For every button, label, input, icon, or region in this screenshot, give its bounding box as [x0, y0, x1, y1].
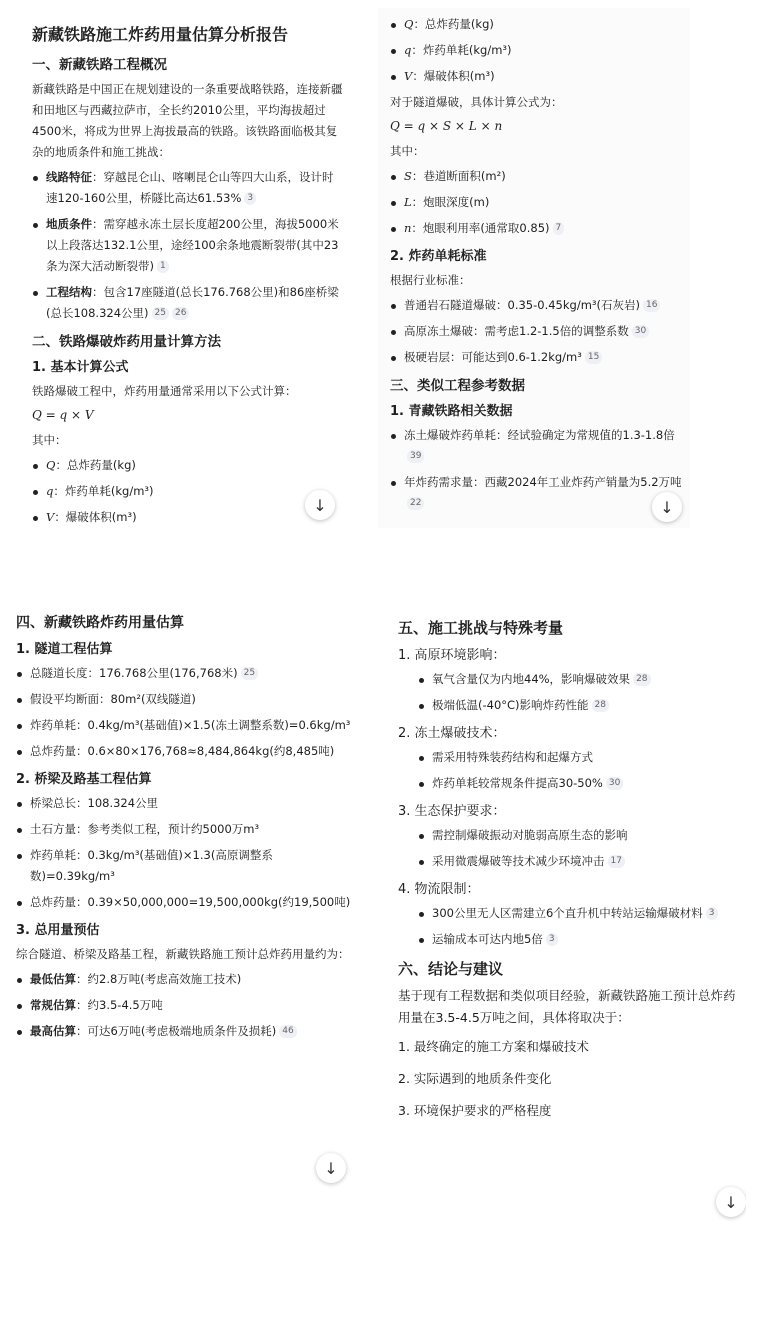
- subsection-heading: 1. 基本计算公式: [32, 360, 129, 375]
- list-item: 冻土爆破炸药单耗：经试验确定为常规值的1.3-1.8倍39: [390, 425, 690, 467]
- list-item: 最低估算：约2.8万吨(考虑高效施工技术): [16, 969, 354, 990]
- list-item: 300公里无人区需建立6个直升机中转站运输爆破材料 3: [418, 903, 746, 924]
- citation-badge[interactable]: 30: [632, 325, 649, 338]
- list-item: n：炮眼利用率(通常取0.85) 7: [390, 218, 690, 239]
- section-6-heading: 六、结论与建议: [398, 960, 504, 978]
- list-item: q：炸药单耗(kg/m³): [32, 481, 344, 502]
- where-label: 其中：: [390, 144, 425, 158]
- list-item: 年炸药需求量：西藏2024年工业炸药产销量为5.2万吨22: [390, 472, 690, 514]
- list-item: 假设平均断面：80m²(双线隧道): [16, 689, 354, 710]
- list-item: 极端低温(-40°C)影响炸药性能 28: [418, 695, 746, 716]
- list-item: 高原冻土爆破：需考虑1.2-1.5倍的调整系数 30: [390, 321, 690, 342]
- arrow-down-icon: ↓: [724, 1192, 738, 1212]
- list-item: 常规估算：约3.5-4.5万吨: [16, 995, 354, 1016]
- subsection-heading: 1. 青藏铁路相关数据: [390, 404, 513, 419]
- arrow-down-icon: ↓: [313, 495, 327, 515]
- citation-badge[interactable]: 39: [407, 450, 424, 463]
- report-panel-2: [378, 8, 690, 528]
- list-item: V：爆破体积(m³): [390, 66, 690, 87]
- list-item: Q：总炸药量(kg): [32, 455, 344, 476]
- section-1-heading: 一、新藏铁路工程概况: [32, 57, 167, 73]
- list-item: 最高估算：可达6万吨(考虑极端地质条件及损耗) 46: [16, 1021, 354, 1042]
- variable-list: [390, 166, 690, 239]
- factor-item: 1. 最终确定的施工方案和爆破技术: [398, 1039, 589, 1054]
- list-item: 采用微震爆破等技术减少环境冲击 17: [418, 851, 746, 872]
- list-item: 桥梁总长：108.324公里: [16, 793, 354, 814]
- list-item: 工程结构：包含17座隧道(总长176.768公里)和86座桥梁(总长108.324公里) 25 26: [32, 282, 344, 324]
- feature-list: [32, 167, 344, 324]
- tunnel-estimate-list: [16, 663, 354, 762]
- factor-item: 3. 环境保护要求的严格程度: [398, 1103, 552, 1118]
- variable-list: [390, 14, 690, 87]
- list-item: 炸药单耗：0.4kg/m³(基础值)×1.5(冻土调整系数)=0.6kg/m³: [16, 715, 354, 736]
- bridge-estimate-list: [16, 793, 354, 913]
- citation-badge[interactable]: 3: [546, 933, 558, 946]
- subsection-heading: 2. 炸药单耗标准: [390, 249, 487, 264]
- citation-badge[interactable]: 3: [706, 907, 718, 920]
- section-4-heading: 四、新藏铁路炸药用量估算: [16, 615, 184, 631]
- scroll-down-button[interactable]: [305, 490, 335, 520]
- list-item: q：炸药单耗(kg/m³): [390, 40, 690, 61]
- report-panel-4: [384, 605, 746, 1230]
- list-item: 运输成本可达内地5倍 3: [418, 929, 746, 950]
- citation-badge[interactable]: 26: [172, 307, 189, 320]
- list-item: 土石方量：参考类似工程，预计约5000万m³: [16, 819, 354, 840]
- group-title: 3. 生态保护要求：: [398, 804, 506, 819]
- standard-list: [390, 295, 690, 368]
- list-item: 地质条件：需穿越永冻土层长度超200公里，海拔5000米以上段落达132.1公里，途经100余条地震断裂带(其中23条为深大活动断裂带) 1: [32, 214, 344, 277]
- section-3-heading: 三、类似工程参考数据: [390, 378, 525, 394]
- citation-badge[interactable]: 17: [608, 855, 625, 868]
- formula: Q = q × S × L × n: [390, 119, 503, 133]
- citation-badge[interactable]: 16: [643, 299, 660, 312]
- group-title: 4. 物流限制：: [398, 882, 480, 897]
- paragraph: 对于隧道爆破，具体计算公式为：: [390, 95, 563, 109]
- reference-list: [390, 425, 690, 514]
- subsection-heading: 2. 桥梁及路基工程估算: [16, 772, 152, 787]
- list-item: 普通岩石隧道爆破：0.35-0.45kg/m³(石灰岩) 16: [390, 295, 690, 316]
- list-item: S：巷道断面积(m²): [390, 166, 690, 187]
- list-item: 极硬岩层：可能达到0.6-1.2kg/m³ 15: [390, 347, 690, 368]
- list-item: 总隧道长度：176.768公里(176,768米) 25: [16, 663, 354, 684]
- citation-badge[interactable]: 28: [592, 699, 609, 712]
- section-2-heading: 二、铁路爆破炸药用量计算方法: [32, 334, 221, 350]
- paragraph: 根据行业标准：: [390, 273, 471, 287]
- list-item: 需采用特殊装药结构和起爆方式: [418, 747, 746, 768]
- scroll-down-button[interactable]: [716, 1187, 746, 1217]
- arrow-down-icon: ↓: [324, 1158, 338, 1178]
- section-5-heading: 五、施工挑战与特殊考量: [398, 619, 564, 637]
- report-title: 新藏铁路施工炸药用量估算分析报告: [32, 25, 289, 44]
- citation-badge[interactable]: 25: [152, 307, 169, 320]
- list-item: Q：总炸药量(kg): [390, 14, 690, 35]
- report-panel-3: [4, 600, 354, 1198]
- paragraph: 铁路爆破工程中，炸药用量通常采用以下公式计算：: [32, 384, 297, 398]
- variable-list: [32, 455, 344, 528]
- factor-item: 2. 实际遇到的地质条件变化: [398, 1071, 552, 1086]
- formula: Q = q × V: [32, 408, 94, 422]
- citation-badge[interactable]: 1: [157, 260, 169, 273]
- subsection-heading: 1. 隧道工程估算: [16, 642, 113, 657]
- citation-badge[interactable]: 46: [279, 1025, 296, 1038]
- scroll-down-button[interactable]: [652, 492, 682, 522]
- group-title: 2. 冻土爆破技术：: [398, 726, 506, 741]
- list-item: 总炸药量：0.6×80×176,768≈8,484,864kg(约8,485吨): [16, 741, 354, 762]
- list-item: 炸药单耗较常规条件提高30-50% 30: [418, 773, 746, 794]
- citation-badge[interactable]: 7: [553, 222, 565, 235]
- section-1-intro: 新藏铁路是中国正在规划建设的一条重要战略铁路，连接新疆和田地区与西藏拉萨市，全长约2010公里，平均海拔超过4500米，将成为世界上海拔最高的铁路。该铁路面临极其复杂的地质条件和施工挑战：: [32, 82, 343, 159]
- list-item: L：炮眼深度(m): [390, 192, 690, 213]
- citation-badge[interactable]: 3: [244, 192, 256, 205]
- citation-badge[interactable]: 25: [241, 667, 258, 680]
- report-panel-1: [18, 8, 344, 531]
- citation-badge[interactable]: 28: [633, 673, 650, 686]
- scroll-down-button[interactable]: [316, 1153, 346, 1183]
- list-item: V：爆破体积(m³): [32, 507, 344, 528]
- list-item: 炸药单耗：0.3kg/m³(基础值)×1.3(高原调整系数)=0.39kg/m³: [16, 845, 354, 887]
- total-estimate-list: [16, 969, 354, 1042]
- citation-badge[interactable]: 30: [606, 777, 623, 790]
- arrow-down-icon: ↓: [660, 497, 674, 517]
- where-label: 其中：: [32, 433, 67, 447]
- subsection-heading: 3. 总用量预估: [16, 923, 100, 938]
- list-item: 线路特征：穿越昆仑山、喀喇昆仑山等四大山系，设计时速120-160公里，桥隧比高达61.53% 3: [32, 167, 344, 209]
- citation-badge[interactable]: 15: [585, 351, 602, 364]
- list-item: 氧气含量仅为内地44%，影响爆破效果 28: [418, 669, 746, 690]
- list-item: 总炸药量：0.39×50,000,000=19,500,000kg(约19,500吨): [16, 892, 354, 913]
- paragraph: 综合隧道、桥梁及路基工程，新藏铁路施工预计总炸药用量约为：: [16, 947, 350, 961]
- list-item: 需控制爆破振动对脆弱高原生态的影响: [418, 825, 746, 846]
- conclusion-paragraph: 基于现有工程数据和类似项目经验，新藏铁路施工预计总炸药用量在3.5-4.5万吨之间，具体将取决于：: [398, 988, 736, 1025]
- citation-badge[interactable]: 22: [407, 497, 424, 510]
- group-title: 1. 高原环境影响：: [398, 648, 506, 663]
